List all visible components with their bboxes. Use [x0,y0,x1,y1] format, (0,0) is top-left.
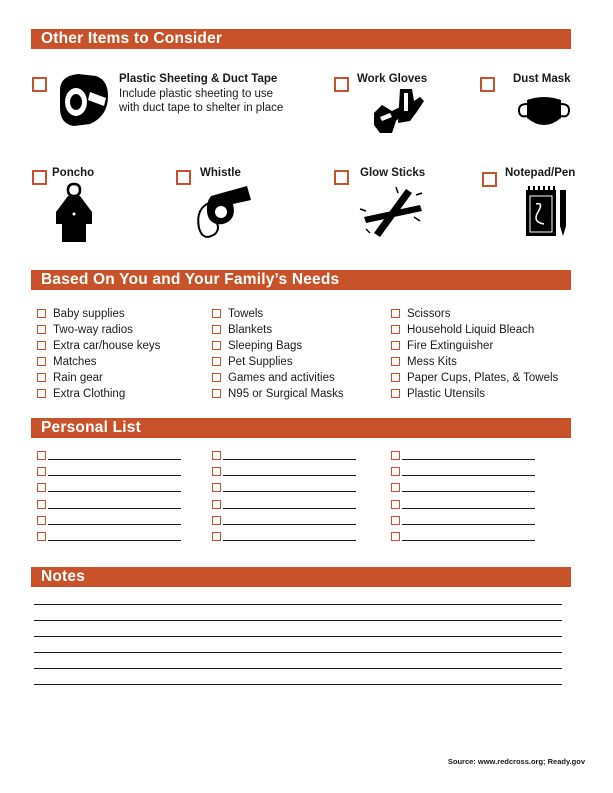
checklist-item[interactable] [37,371,103,385]
work-gloves-icon [370,87,428,135]
notes-line[interactable] [34,604,562,605]
checklist-item[interactable] [37,387,125,401]
glow-sticks-icon [356,185,428,241]
personal-list-row[interactable] [391,483,536,495]
section-header-other-items: Other Items to Consider [31,29,571,49]
blank-entry-line[interactable] [402,524,535,525]
poncho-icon [52,180,96,244]
checkbox[interactable] [37,357,46,366]
item-title-notepad-pen: Notepad/Pen [505,167,576,179]
personal-list-row[interactable] [212,500,357,512]
checkbox-poncho[interactable] [32,170,47,185]
blank-entry-line[interactable] [223,540,356,541]
checkbox[interactable] [212,532,221,541]
item-title-dust-mask: Dust Mask [513,73,571,85]
section-header-family-needs: Based On You and Your Family’s Needs [31,270,571,290]
checklist-item[interactable] [391,371,558,385]
checklist-item[interactable] [212,339,302,353]
dust-mask-icon [517,94,571,132]
checklist-item-label: Extra Clothing [53,388,126,400]
blank-entry-line[interactable] [223,459,356,460]
checklist-item-label: Mess Kits [407,356,457,368]
checkbox-notepad-pen[interactable] [482,172,497,187]
checklist-item-label: Sleeping Bags [228,340,303,352]
checklist-item[interactable] [212,387,344,401]
checkbox[interactable] [37,516,46,525]
checkbox[interactable] [212,483,221,492]
checklist-item[interactable] [37,355,96,369]
checkbox[interactable] [391,451,400,460]
checklist-item-label: Games and activities [228,372,335,384]
blank-entry-line[interactable] [48,508,181,509]
checkbox[interactable] [37,467,46,476]
blank-entry-line[interactable] [402,540,535,541]
checkbox[interactable] [391,309,400,318]
checklist-item-label: Fire Extinguisher [407,340,494,352]
checklist-item-label: Plastic Utensils [407,388,485,400]
notes-line[interactable] [34,620,562,621]
checklist-item-label: Baby supplies [53,308,125,320]
checkbox-plastic-sheeting[interactable] [32,77,47,92]
whistle-icon [193,180,255,242]
item-title-work-gloves: Work Gloves [357,73,428,85]
blank-entry-line[interactable] [48,459,181,460]
personal-list-row[interactable] [37,500,182,512]
blank-entry-line[interactable] [223,491,356,492]
personal-list-row[interactable] [212,467,357,479]
checkbox-work-gloves[interactable] [334,77,349,92]
checklist-item[interactable] [212,371,335,385]
checkbox-dust-mask[interactable] [480,77,495,92]
checklist-item[interactable] [212,355,293,369]
checklist-item-label: Extra car/house keys [53,340,161,352]
blank-entry-line[interactable] [48,540,181,541]
checkbox[interactable] [37,341,46,350]
blank-entry-line[interactable] [48,524,181,525]
personal-list-row[interactable] [212,451,357,463]
checklist-item[interactable] [37,323,133,337]
checklist-item[interactable] [37,307,125,321]
blank-entry-line[interactable] [402,508,535,509]
checkbox[interactable] [391,500,400,509]
personal-list-row[interactable] [391,516,536,528]
personal-list-row[interactable] [37,467,182,479]
checklist-item[interactable] [391,339,493,353]
checklist-item-label: Blankets [228,324,273,336]
notes-line[interactable] [34,684,562,685]
section-header-notes: Notes [31,567,571,587]
checkbox[interactable] [391,467,400,476]
checklist-item-label: Rain gear [53,372,103,384]
notepad-pen-icon [522,184,570,238]
checkbox[interactable] [37,532,46,541]
personal-list-row[interactable] [37,451,182,463]
checkbox[interactable] [391,483,400,492]
blank-entry-line[interactable] [223,524,356,525]
duct-tape-icon [56,70,112,130]
checkbox[interactable] [212,500,221,509]
checkbox[interactable] [37,325,46,334]
item-desc-plastic-line2: with duct tape to shelter in place [119,102,284,114]
blank-entry-line[interactable] [48,475,181,476]
section-header-personal-list: Personal List [31,418,571,438]
personal-list-row[interactable] [37,483,182,495]
checkbox[interactable] [212,357,221,366]
checkbox[interactable] [37,373,46,382]
blank-entry-line[interactable] [223,475,356,476]
checkbox[interactable] [37,389,46,398]
checkbox[interactable] [391,357,400,366]
checkbox[interactable] [37,309,46,318]
item-title-poncho: Poncho [52,167,95,179]
personal-list-row[interactable] [37,516,182,528]
checklist-item-label: Two-way radios [53,324,133,336]
checkbox[interactable] [212,467,221,476]
personal-list-row[interactable] [212,532,357,544]
checkbox[interactable] [37,500,46,509]
checkbox[interactable] [212,451,221,460]
blank-entry-line[interactable] [402,475,535,476]
personal-list-row[interactable] [391,451,536,463]
checkbox[interactable] [37,483,46,492]
checkbox-glow-sticks[interactable] [334,170,349,185]
checklist-item-label: Towels [228,308,264,320]
checklist-item-label: Matches [53,356,97,368]
checkbox[interactable] [391,516,400,525]
checkbox[interactable] [212,309,221,318]
checklist-item[interactable] [391,323,534,337]
checkbox[interactable] [391,532,400,541]
checkbox[interactable] [37,451,46,460]
personal-list-row[interactable] [212,483,357,495]
checklist-item[interactable] [212,323,272,337]
blank-entry-line[interactable] [48,491,181,492]
checkbox[interactable] [391,325,400,334]
checkbox[interactable] [212,373,221,382]
blank-entry-line[interactable] [223,508,356,509]
blank-entry-line[interactable] [402,459,535,460]
personal-list-row[interactable] [37,532,182,544]
checklist-item-label: N95 or Surgical Masks [228,388,344,400]
checkbox[interactable] [212,516,221,525]
personal-list-row[interactable] [391,532,536,544]
notes-line[interactable] [34,652,562,653]
checklist-item-label: Household Liquid Bleach [407,324,535,336]
item-title-plastic-sheeting: Plastic Sheeting & Duct Tape [119,73,278,85]
checklist-item-label: Paper Cups, Plates, & Towels [407,372,559,384]
checklist-item-label: Pet Supplies [228,356,293,368]
item-title-glow-sticks: Glow Sticks [360,167,426,179]
notes-line[interactable] [34,636,562,637]
item-title-whistle: Whistle [200,167,241,179]
checkbox[interactable] [391,341,400,350]
checkbox-whistle[interactable] [176,170,191,185]
checkbox[interactable] [212,325,221,334]
checklist-item[interactable] [212,307,263,321]
checklist-item[interactable] [37,339,160,353]
personal-list-row[interactable] [391,467,536,479]
checkbox[interactable] [212,341,221,350]
item-desc-plastic-line1: Include plastic sheeting to use [119,88,274,100]
checkbox[interactable] [391,373,400,382]
checkbox[interactable] [212,389,221,398]
source-citation: Source: www.redcross.org; Ready.gov [447,757,585,766]
personal-list-row[interactable] [212,516,357,528]
checkbox[interactable] [391,389,400,398]
checklist-item[interactable] [391,307,450,321]
checklist-item-label: Scissors [407,308,451,320]
checklist-item[interactable] [391,387,485,401]
blank-entry-line[interactable] [402,491,535,492]
notes-line[interactable] [34,668,562,669]
personal-list-row[interactable] [391,500,536,512]
checklist-item[interactable] [391,355,457,369]
